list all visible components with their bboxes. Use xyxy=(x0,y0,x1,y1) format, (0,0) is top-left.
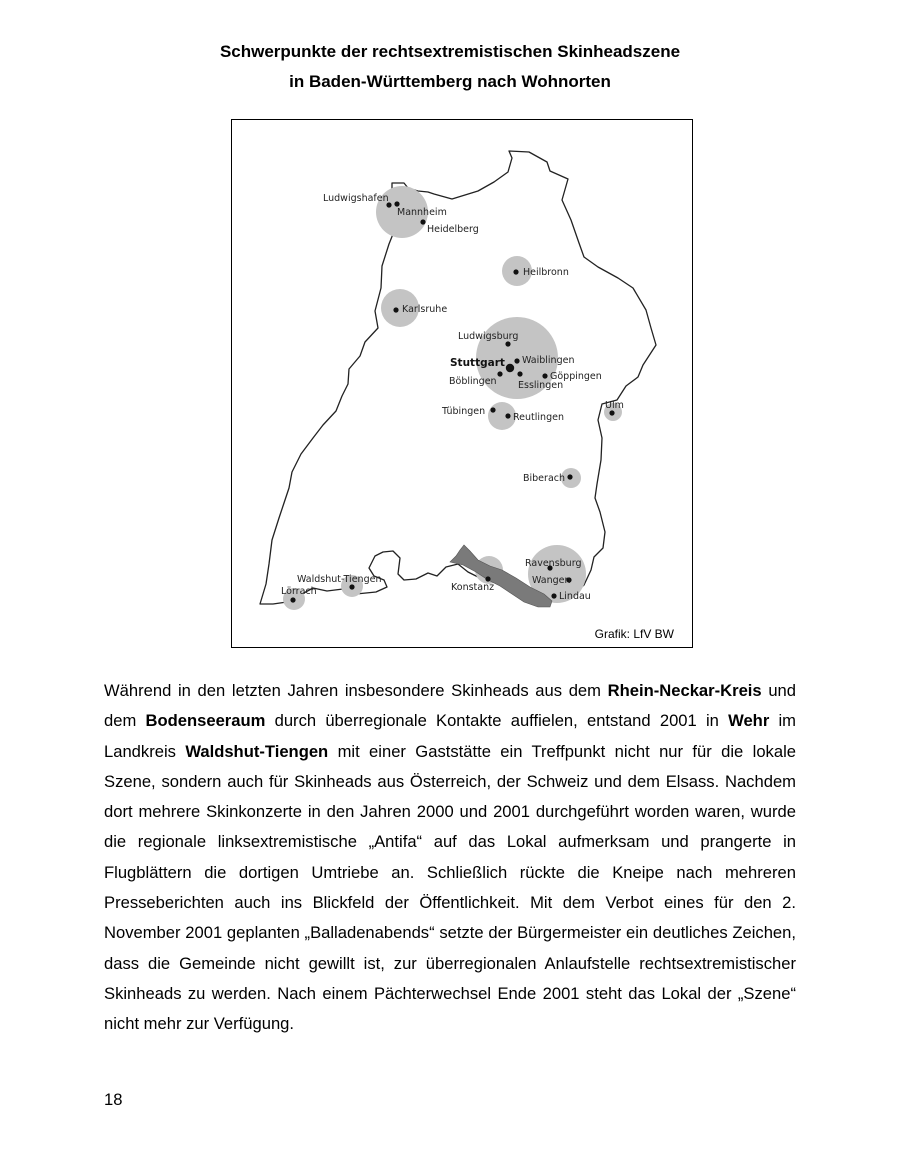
label-goeppingen: Göppingen xyxy=(550,371,602,382)
page-subtitle: in Baden-Württemberg nach Wohnorten xyxy=(289,72,611,91)
map-figure xyxy=(231,119,693,648)
map-graphic xyxy=(232,120,693,648)
dot-tuebingen xyxy=(490,407,495,412)
label-karlsruhe: Karlsruhe xyxy=(402,304,448,315)
body-paragraph xyxy=(104,676,796,1040)
label-waiblingen: Waiblingen xyxy=(522,355,575,366)
body-text-3: durch überregionale Kontakte auffielen, entstand 2001 in xyxy=(265,711,729,731)
dot-konstanz xyxy=(485,576,490,581)
label-waldshut-tiengen: Waldshut-Tiengen xyxy=(297,574,382,585)
dot-reutlingen xyxy=(505,413,510,418)
label-heilbronn: Heilbronn xyxy=(523,267,569,278)
page-title: Schwerpunkte der rechtsextremistischen Skinheadszene xyxy=(219,42,681,61)
label-stuttgart: Stuttgart xyxy=(450,357,505,369)
label-esslingen: Esslingen xyxy=(518,380,564,391)
page-number: 18 xyxy=(104,1090,123,1109)
dot-loerrach xyxy=(290,597,295,602)
label-ulm: Ulm xyxy=(605,400,624,411)
body-text-2: und dem xyxy=(104,681,796,731)
label-loerrach: Lörrach xyxy=(281,586,317,597)
dot-esslingen xyxy=(517,371,522,376)
dot-ulm xyxy=(609,410,614,415)
dot-karlsruhe xyxy=(393,307,398,312)
body-bold-wehr: Wehr xyxy=(728,711,770,731)
dot-boeblingen xyxy=(497,371,502,376)
label-mannheim: Mannheim xyxy=(397,207,447,218)
label-ravensburg: Ravensburg xyxy=(525,558,582,569)
body-text-4: im Landkreis xyxy=(104,711,796,761)
dot-heilbronn xyxy=(513,269,518,274)
label-lindau: Lindau xyxy=(559,591,591,602)
label-reutlingen: Reutlingen xyxy=(513,412,564,423)
dot-waldshut xyxy=(349,584,354,589)
body-bold-bodenseeraum: Bodenseeraum xyxy=(145,711,266,731)
dot-waiblingen xyxy=(514,358,519,363)
body-bold-waldshut-tiengen: Waldshut-Tiengen xyxy=(185,741,329,761)
dot-biberach xyxy=(567,474,572,479)
region-circle-reutlingen xyxy=(488,402,516,430)
label-ludwigshafen: Ludwigshafen xyxy=(323,193,389,204)
label-tuebingen: Tübingen xyxy=(442,406,486,417)
label-wangen: Wangen xyxy=(532,575,571,586)
dot-heidelberg xyxy=(420,219,425,224)
label-ludwigsburg: Ludwigsburg xyxy=(458,331,519,342)
dot-lindau xyxy=(551,593,556,598)
dot-ludwigsburg xyxy=(505,341,510,346)
label-heidelberg: Heidelberg xyxy=(427,224,479,235)
dot-mannheim xyxy=(394,201,399,206)
dot-stuttgart xyxy=(506,364,514,372)
label-boeblingen: Böblingen xyxy=(449,376,497,387)
label-biberach: Biberach xyxy=(523,473,566,484)
label-konstanz: Konstanz xyxy=(451,582,495,593)
map-credit: Grafik: LfV BW xyxy=(594,627,674,641)
body-text-5: mit einer Gaststätte ein Treffpunkt nicht nur für die lokale Szene, sondern auch für Skinheads aus Österreich, der Schweiz und dem Elsass. Nachdem dort mehrere Skinkonzerte in den Jahren 2000 und 2001 durchgeführt worden waren, wurde die regionale linksextremistische „Antifa“ auf das Lokal aufmerksam und prangerte in Flugblättern die dortigen Umtriebe an. Schließlich rückte die Kneipe nach mehreren Presseberichten auch ins Blickfeld der Öffentlichkeit. Mit dem Verbot eines für den 2. November 2001 geplanten „Balladenabends“ setzte der Bürgermeister ein deutliches Zeichen, dass die Gemeinde nicht gewillt ist, zur überregionalen Anlaufstelle rechtsextremistischer Skinheads zu werden. Nach einem Pächterwechsel Ende 2001 steht das Lokal der „Szene“ nicht mehr zur Verfügung. xyxy=(104,741,796,1034)
body-text-1: Während in den letzten Jahren insbesondere Skinheads aus dem xyxy=(104,681,608,700)
body-bold-rhein-neckar-kreis: Rhein-Neckar-Kreis xyxy=(607,681,762,700)
dot-goeppingen xyxy=(542,373,547,378)
